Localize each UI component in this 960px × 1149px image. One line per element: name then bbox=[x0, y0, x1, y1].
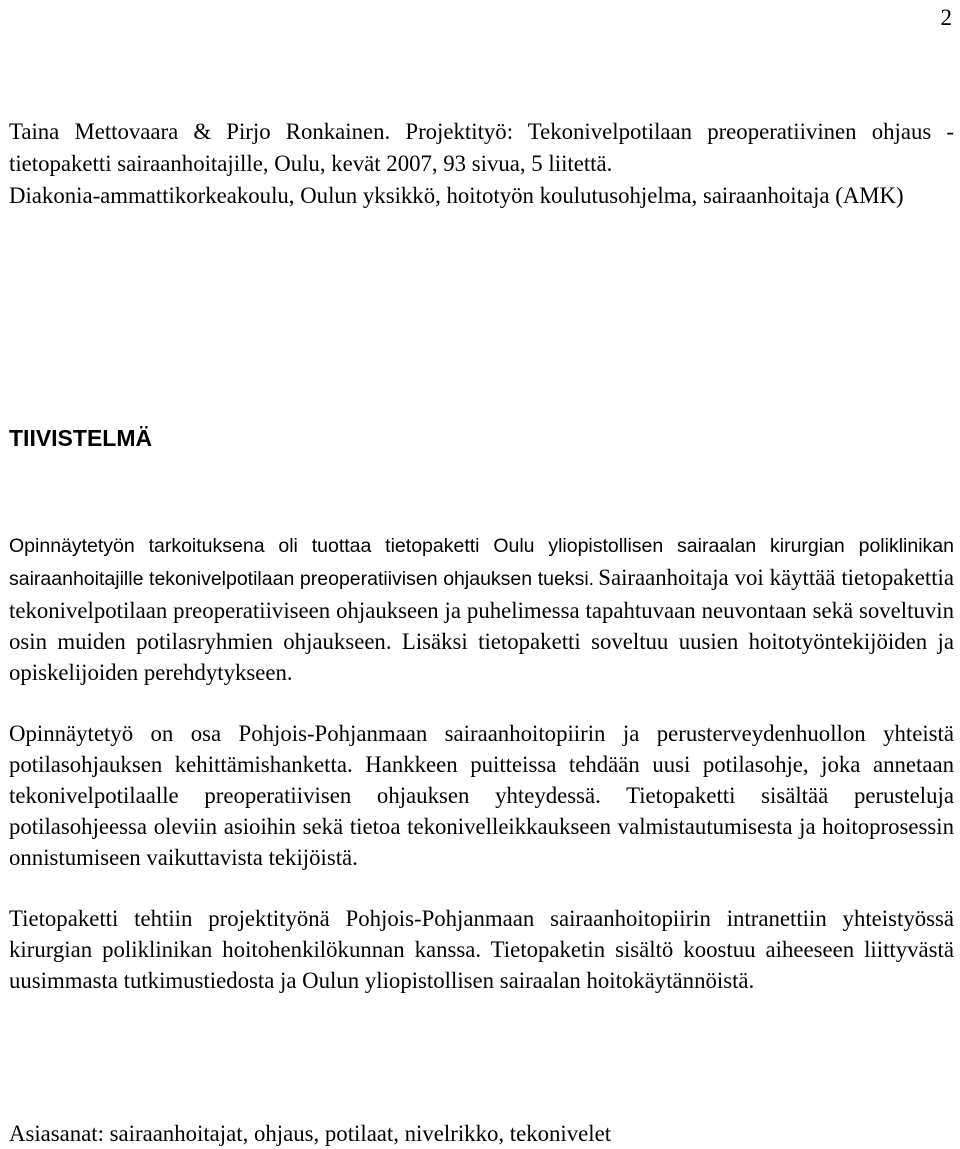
thesis-header bbox=[9, 116, 954, 212]
keywords: Asiasanat: sairaanhoitajat, ohjaus, potilaat, nivelrikko, tekonivelet bbox=[9, 1121, 612, 1146]
abstract-paragraph-2: Opinnäytetyö on osa Pohjois-Pohjanmaan sairaanhoitopiirin ja perusterveydenhuollon yhteistä potilasohjauksen kehittämishanketta. Hankkeen puitteissa tehdään uusi potilasohje, joka annetaan tekonivelpotilaalle preoperatiivisen ohjauksen yhteydessä. Tietopaketti sisältää perusteluja potilasohjeessa oleviin asioihin sekä tietoa tekonivelleikkaukseen valmistautumisesta ja hoitoprosessin onnistumiseen vaikuttavista tekijöistä. bbox=[9, 721, 954, 870]
abstract-paragraph-1 bbox=[9, 531, 954, 688]
abstract-body bbox=[9, 531, 954, 996]
abstract-title: TIIVISTELMÄ bbox=[9, 425, 153, 451]
abstract-paragraph-1-lead: Opinnäytetyön tarkoituksena oli tuottaa tietopaketti Oulu yliopistollisen sairaalan kirurgian poliklinikan sairaanhoitajille tekonivelpotilaan preoperatiivisen ohjauksen tueksi. bbox=[9, 535, 954, 590]
page-number: 2 bbox=[940, 5, 952, 30]
thesis-citation: Taina Mettovaara & Pirjo Ronkainen. Projektityö: Tekonivelpotilaan preoperatiivinen ohjaus -tietopaketti sairaanhoitajille, Oulu, kevät 2007, 93 sivua, 5 liitettä. bbox=[9, 119, 954, 176]
abstract-paragraph-1-rest: Sairaanhoitaja voi käyttää tietopakettia tekonivelpotilaan preoperatiiviseen ohjaukseen ja puhelimessa tapahtuvaan neuvontaan sekä soveltuvin osin muiden potilasryhmien ohjaukseen. Lisäksi tietopaketti soveltuu uusien hoitotyöntekijöiden ja opiskelijoiden perehdytykseen. bbox=[9, 565, 954, 685]
thesis-institution: Diakonia-ammattikorkeakoulu, Oulun yksikkö, hoitotyön koulutusohjelma, sairaanhoitaja (AMK) bbox=[9, 183, 904, 208]
abstract-paragraph-3: Tietopaketti tehtiin projektityönä Pohjois-Pohjanmaan sairaanhoitopiirin intranettiin yhteistyössä kirurgian poliklinikan hoitohenkilökunnan kanssa. Tietopaketin sisältö koostuu aiheeseen liittyvästä uusimmasta tutkimustiedosta ja Oulun yliopistollisen sairaalan hoitokäytännöistä. bbox=[9, 906, 954, 993]
